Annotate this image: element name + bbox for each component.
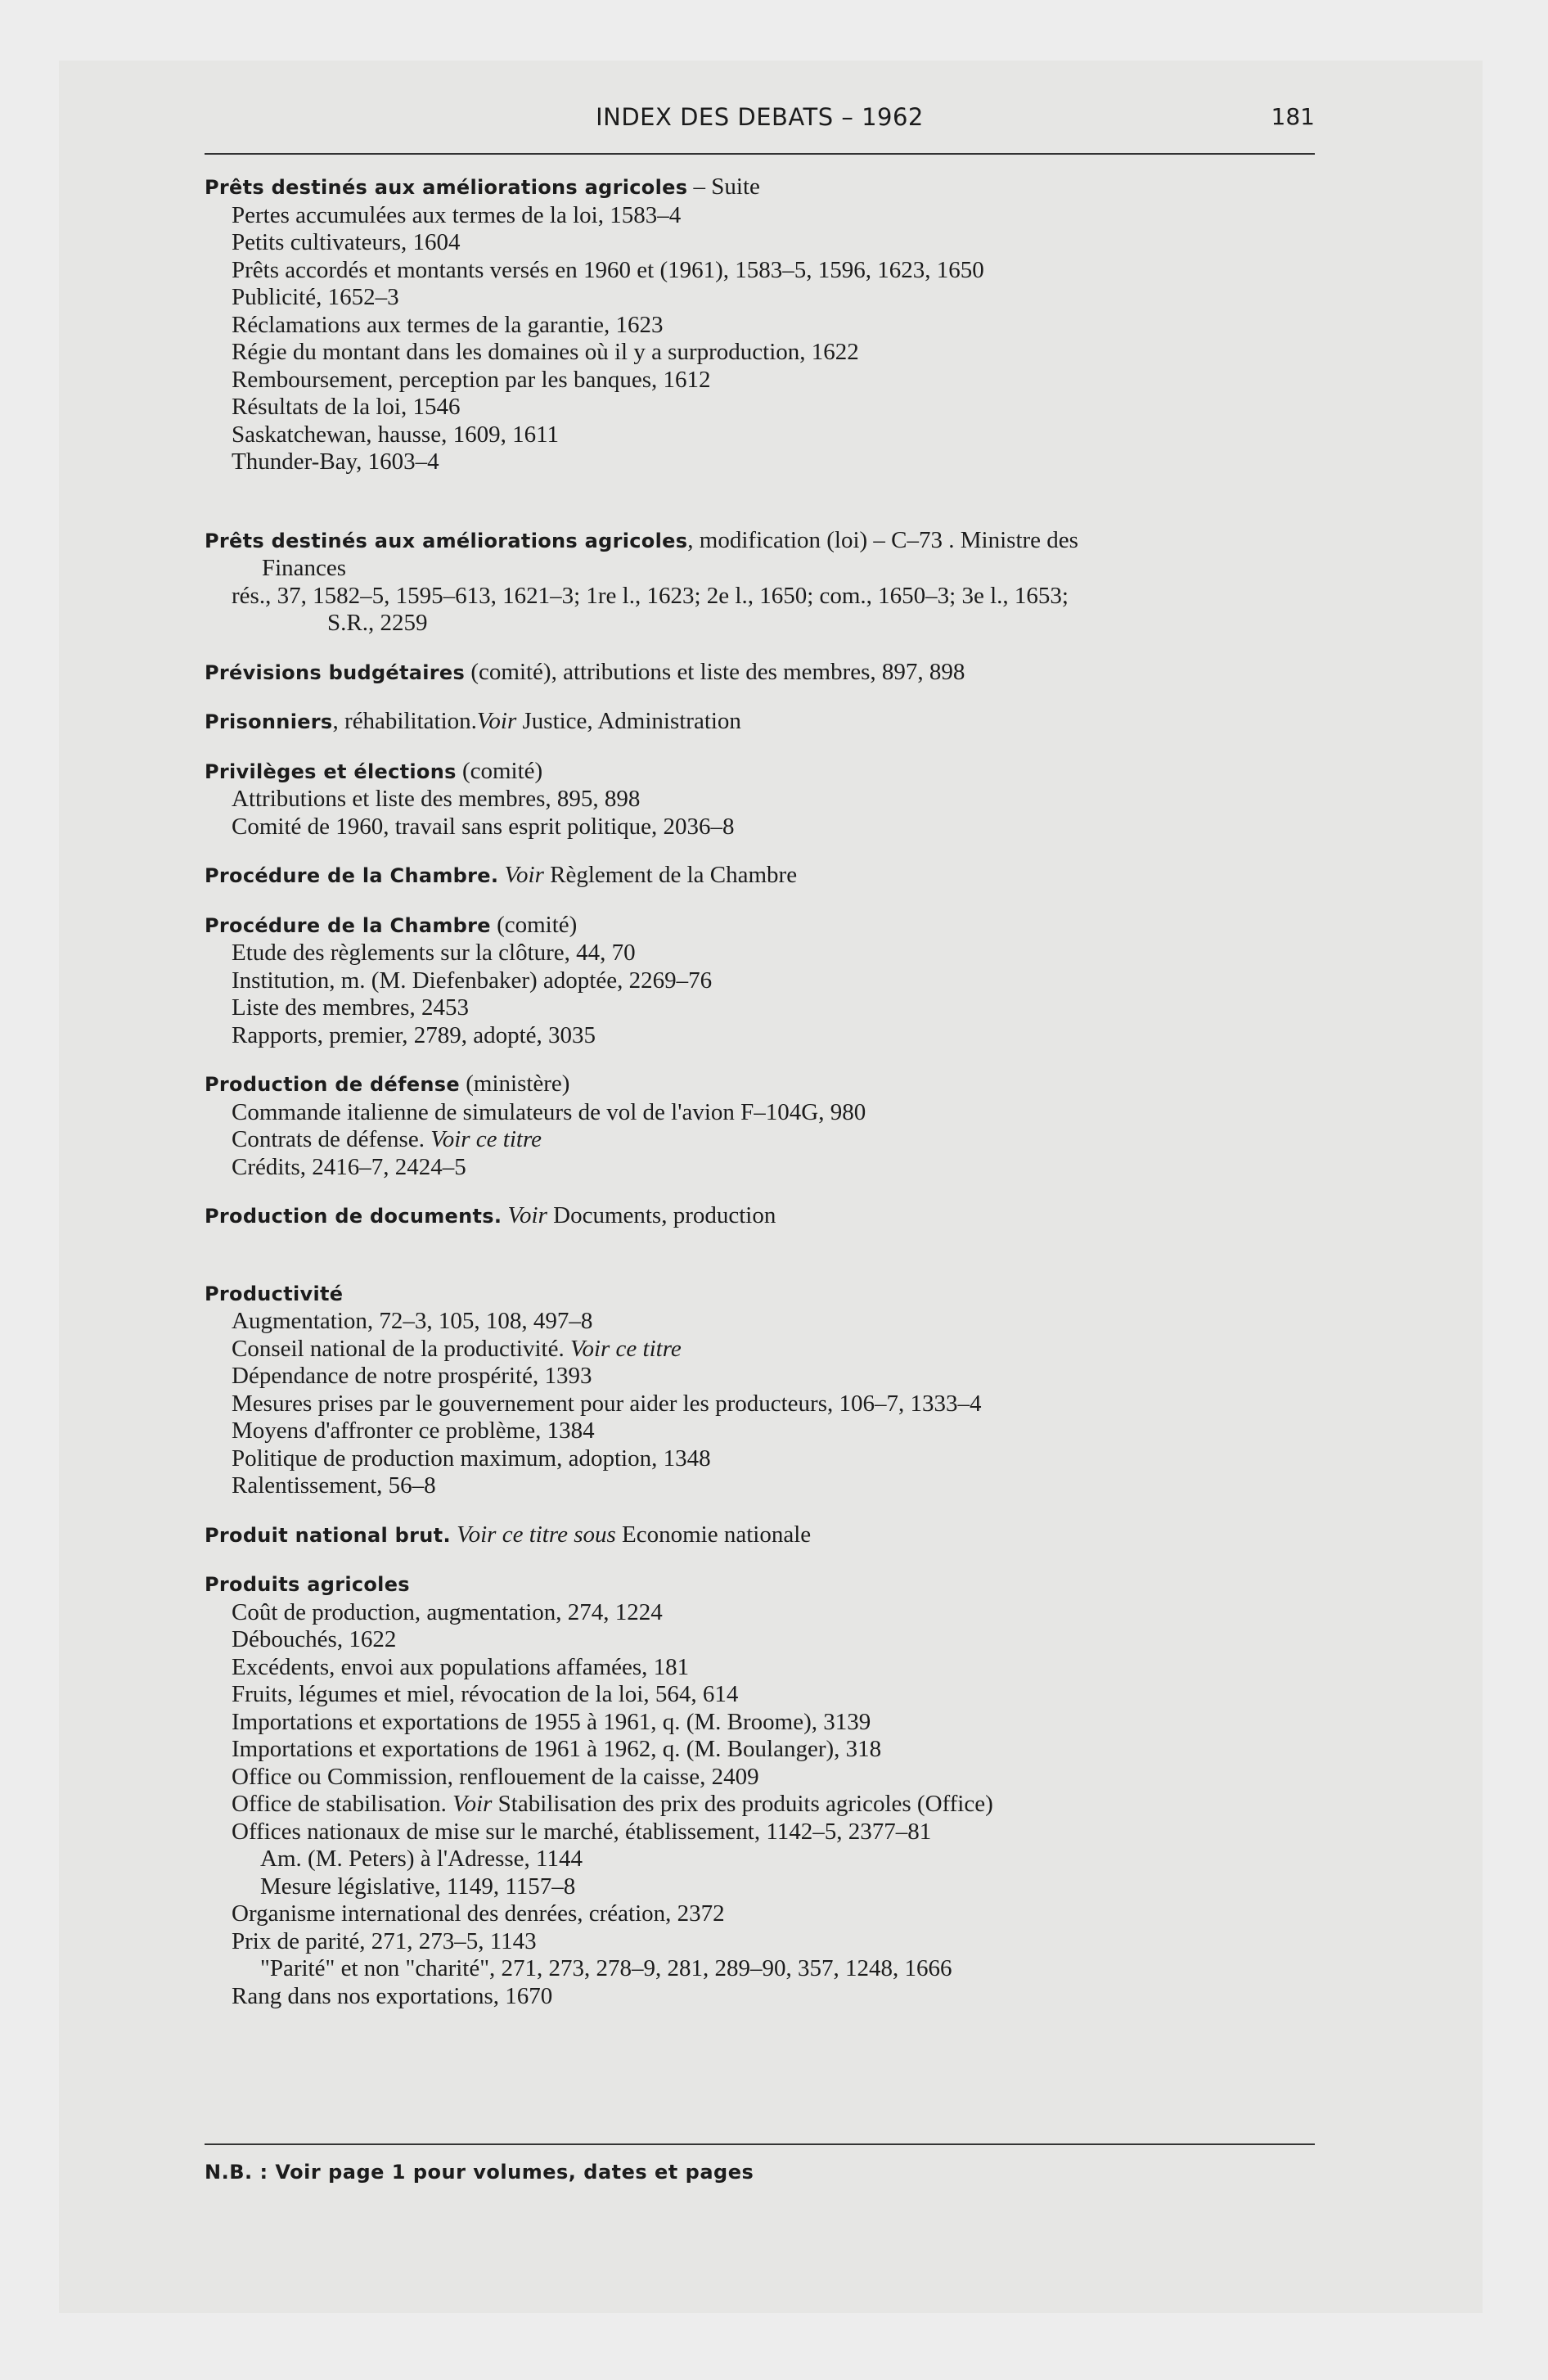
entry-heading-line xyxy=(205,708,1315,737)
index-entry xyxy=(205,708,1315,737)
sub-entry: Fruits, légumes et miel, révocation de la loi, 564, 614 xyxy=(232,1681,739,1707)
entry-heading: Prêts destinés aux améliorations agricoles xyxy=(205,176,688,199)
voir-reference: Voir ce titre sous xyxy=(457,1521,616,1548)
entry-heading-rest: , réhabilitation. xyxy=(332,708,477,734)
entry-heading-rest: (comité), attributions et liste des membres, 897, 898 xyxy=(465,658,965,685)
entry-heading-rest xyxy=(498,862,504,888)
index-entry xyxy=(205,527,1315,638)
sub-entry-text: Conseil national de la productivité. xyxy=(232,1335,570,1362)
sub-entry: Régie du montant dans les domaines où il y a surproduction, 1622 xyxy=(232,339,859,365)
entry-heading-line xyxy=(205,912,1315,940)
entry-heading: Production de documents. xyxy=(205,1205,502,1228)
entry-heading-line xyxy=(205,1571,1315,1599)
entry-heading-line xyxy=(205,862,1315,890)
voir-reference: Voir xyxy=(507,1202,547,1228)
sub-sub-entry: Am. (M. Peters) à l'Adresse, 1144 xyxy=(260,1846,583,1872)
sub-entry: Attributions et liste des membres, 895, 898 xyxy=(232,786,641,812)
entry-heading-continuation: Finances xyxy=(262,555,347,581)
sub-entry: Importations et exportations de 1961 à 1962, q. (M. Boulanger), 318 xyxy=(232,1736,882,1762)
sub-entry: Coût de production, augmentation, 274, 1224 xyxy=(232,1598,663,1625)
sub-entry-voir xyxy=(205,1126,1315,1154)
sub-entry: Remboursement, perception par les banques, 1612 xyxy=(232,366,711,393)
voir-target: Règlement de la Chambre xyxy=(543,862,798,888)
sub-entry-text: Office de stabilisation. xyxy=(232,1791,453,1817)
entry-heading: Prévisions budgétaires xyxy=(205,660,466,684)
index-entry xyxy=(205,174,1315,476)
sub-entry: Ralentissement, 56–8 xyxy=(232,1472,436,1499)
index-entry xyxy=(205,1280,1315,1500)
entry-heading-rest: – Suite xyxy=(687,174,760,200)
entry-heading-rest: , modification (loi) – C–73 . Ministre des xyxy=(687,526,1078,553)
entry-heading: Produits agricoles xyxy=(205,1573,410,1596)
sub-entry-voir xyxy=(205,1336,1315,1364)
sub-entry-voir xyxy=(205,1791,1315,1819)
page-number: 181 xyxy=(1271,103,1315,130)
sub-entry: Offices nationaux de mise sur le marché, établissement, 1142–5, 2377–81 xyxy=(232,1818,932,1845)
entry-heading: Procédure de la Chambre. xyxy=(205,864,499,887)
sub-entry: Politique de production maximum, adoption, 1348 xyxy=(232,1445,711,1472)
index-entry xyxy=(205,1521,1315,1550)
sub-entry: Office ou Commission, renflouement de la caisse, 2409 xyxy=(232,1763,759,1790)
sub-entry: Moyens d'affronter ce problème, 1384 xyxy=(232,1418,595,1444)
sub-entry: Excédents, envoi aux populations affamées, 181 xyxy=(232,1653,690,1680)
entry-heading-rest: (comité) xyxy=(490,911,578,938)
voir-reference: Voir xyxy=(452,1791,493,1817)
entry-heading-rest: (comité) xyxy=(456,757,543,784)
sub-entry: Saskatchewan, hausse, 1609, 1611 xyxy=(232,421,560,448)
entry-heading: Prêts destinés aux améliorations agricoles xyxy=(205,529,688,552)
sub-entry: Rang dans nos exportations, 1670 xyxy=(232,1982,553,2009)
sub-entry: Rapports, premier, 2789, adopté, 3035 xyxy=(232,1021,596,1048)
sub-entry: Publicité, 1652–3 xyxy=(232,284,399,310)
footer-rule xyxy=(205,2143,1315,2145)
sub-entry-continuation: S.R., 2259 xyxy=(327,610,428,636)
voir-target: Economie nationale xyxy=(615,1521,812,1548)
sub-entry: Etude des règlements sur la clôture, 44, 70 xyxy=(232,940,636,966)
voir-reference: Voir ce titre xyxy=(430,1126,542,1152)
entry-heading-line xyxy=(205,659,1315,687)
sub-sub-entry: Mesure législative, 1149, 1157–8 xyxy=(260,1873,576,1900)
index-entry xyxy=(205,912,1315,1050)
sub-sub-entry: "Parité" et non "charité", 271, 273, 278–9, 281, 289–90, 357, 1248, 1666 xyxy=(260,1955,952,1981)
voir-target: Documents, production xyxy=(547,1202,776,1228)
index-entry xyxy=(205,862,1315,890)
sub-entry: Organisme international des denrées, création, 2372 xyxy=(232,1900,725,1927)
entry-heading-line xyxy=(205,174,1315,202)
sub-entry: Thunder-Bay, 1603–4 xyxy=(232,449,439,475)
index-entry xyxy=(205,1571,1315,2010)
voir-reference: Voir xyxy=(504,862,544,888)
sub-entry: Liste des membres, 2453 xyxy=(232,994,469,1021)
index-content xyxy=(205,174,1315,2010)
sub-entry: Pertes accumulées aux termes de la loi, 1583–4 xyxy=(232,201,682,228)
entry-heading-line xyxy=(205,758,1315,787)
voir-target: Justice, Administration xyxy=(516,708,741,734)
entry-heading: Procédure de la Chambre xyxy=(205,913,491,937)
sub-entry: Commande italienne de simulateurs de vol de l'avion F–104G, 980 xyxy=(232,1098,866,1125)
entry-heading-line xyxy=(205,1521,1315,1550)
footnote: N.B. : Voir page 1 pour volumes, dates et pages xyxy=(205,2161,754,2184)
entry-heading: Prisonniers xyxy=(205,710,333,733)
sub-entry: Résultats de la loi, 1546 xyxy=(232,394,461,420)
index-entry xyxy=(205,1202,1315,1231)
voir-target: Stabilisation des prix des produits agricoles (Office) xyxy=(492,1791,993,1817)
entry-heading-line xyxy=(205,527,1315,556)
index-entry xyxy=(205,659,1315,687)
sub-entry: Mesures prises par le gouvernement pour aider les producteurs, 106–7, 1333–4 xyxy=(232,1390,982,1417)
header-rule xyxy=(205,153,1315,155)
sub-entry: Dépendance de notre prospérité, 1393 xyxy=(232,1363,592,1389)
voir-reference: Voir xyxy=(476,708,517,734)
sub-entry-text: Contrats de défense. xyxy=(232,1126,431,1152)
sub-entry: rés., 37, 1582–5, 1595–613, 1621–3; 1re l., 1623; 2e l., 1650; com., 1650–3; 3e l., 1653; xyxy=(232,582,1069,609)
index-entry xyxy=(205,1071,1315,1181)
sub-entry: Comité de 1960, travail sans esprit politique, 2036–8 xyxy=(232,813,735,840)
entry-heading-line xyxy=(205,1280,1315,1309)
sub-entry: Prix de parité, 271, 273–5, 1143 xyxy=(232,1927,537,1954)
entry-heading: Production de défense xyxy=(205,1073,460,1096)
running-title: INDEX DES DEBATS – 1962 xyxy=(596,103,924,131)
sub-entry: Petits cultivateurs, 1604 xyxy=(232,229,461,255)
sub-entry: Institution, m. (M. Diefenbaker) adoptée, 2269–76 xyxy=(232,967,713,994)
entry-heading-rest: (ministère) xyxy=(459,1071,570,1097)
sub-entry: Importations et exportations de 1955 à 1961, q. (M. Broome), 3139 xyxy=(232,1708,871,1735)
entry-heading: Produit national brut. xyxy=(205,1523,451,1547)
entry-heading-line xyxy=(205,1071,1315,1099)
sub-entry: Augmentation, 72–3, 105, 108, 497–8 xyxy=(232,1308,593,1334)
index-entry xyxy=(205,758,1315,841)
entry-heading-line xyxy=(205,1202,1315,1231)
entry-heading: Productivité xyxy=(205,1282,344,1305)
entry-heading: Privilèges et élections xyxy=(205,760,457,783)
sub-entry: Débouchés, 1622 xyxy=(232,1626,397,1652)
voir-reference: Voir ce titre xyxy=(569,1335,682,1362)
sub-entry: Réclamations aux termes de la garantie, 1623 xyxy=(232,311,664,338)
sub-entry: Prêts accordés et montants versés en 1960 et (1961), 1583–5, 1596, 1623, 1650 xyxy=(232,256,984,283)
entry-heading-rest xyxy=(502,1202,507,1228)
sub-entry: Crédits, 2416–7, 2424–5 xyxy=(232,1153,466,1180)
page-header xyxy=(205,97,1315,146)
